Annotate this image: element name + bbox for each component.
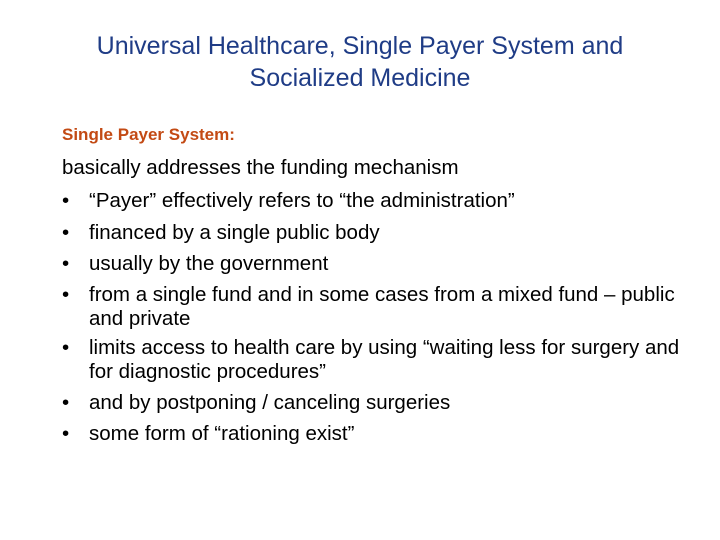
- bullet-item: [62, 336, 682, 384]
- section-subheading: Single Payer System:: [62, 125, 235, 144]
- bullet-icon: •: [62, 189, 70, 212]
- bullet-text: from a single fund and in some cases from a mixed fund – public and private: [89, 282, 675, 330]
- bullet-list: [62, 188, 682, 453]
- slide-title: [40, 30, 680, 94]
- bullet-item: [62, 251, 682, 277]
- bullet-icon: •: [62, 220, 70, 244]
- bullet-icon: •: [62, 282, 70, 306]
- bullet-item: [62, 188, 682, 214]
- bullet-icon: •: [62, 336, 70, 359]
- bullet-text: limits access to health care by using “waiting less for surgery and for diagnostic procedures”: [89, 336, 680, 383]
- bullet-item: [62, 283, 682, 331]
- bullet-icon: •: [62, 252, 70, 275]
- bullet-icon: •: [62, 390, 70, 414]
- bullet-item: [62, 390, 682, 416]
- bullet-text: financed by a single public body: [89, 220, 380, 244]
- bullet-text: “Payer” effectively refers to “the administration”: [89, 189, 515, 212]
- bullet-icon: •: [62, 422, 70, 445]
- slide-title-line-1: Universal Healthcare, Single Payer System and: [96, 32, 624, 60]
- bullet-text: some form of “rationing exist”: [89, 422, 355, 445]
- intro-text: basically addresses the funding mechanism: [62, 156, 459, 179]
- bullet-text: usually by the government: [89, 252, 329, 275]
- bullet-text: and by postponing / canceling surgeries: [89, 390, 451, 414]
- bullet-item: [62, 421, 682, 447]
- bullet-item: [62, 220, 682, 246]
- slide-title-line-2: Socialized Medicine: [249, 64, 471, 92]
